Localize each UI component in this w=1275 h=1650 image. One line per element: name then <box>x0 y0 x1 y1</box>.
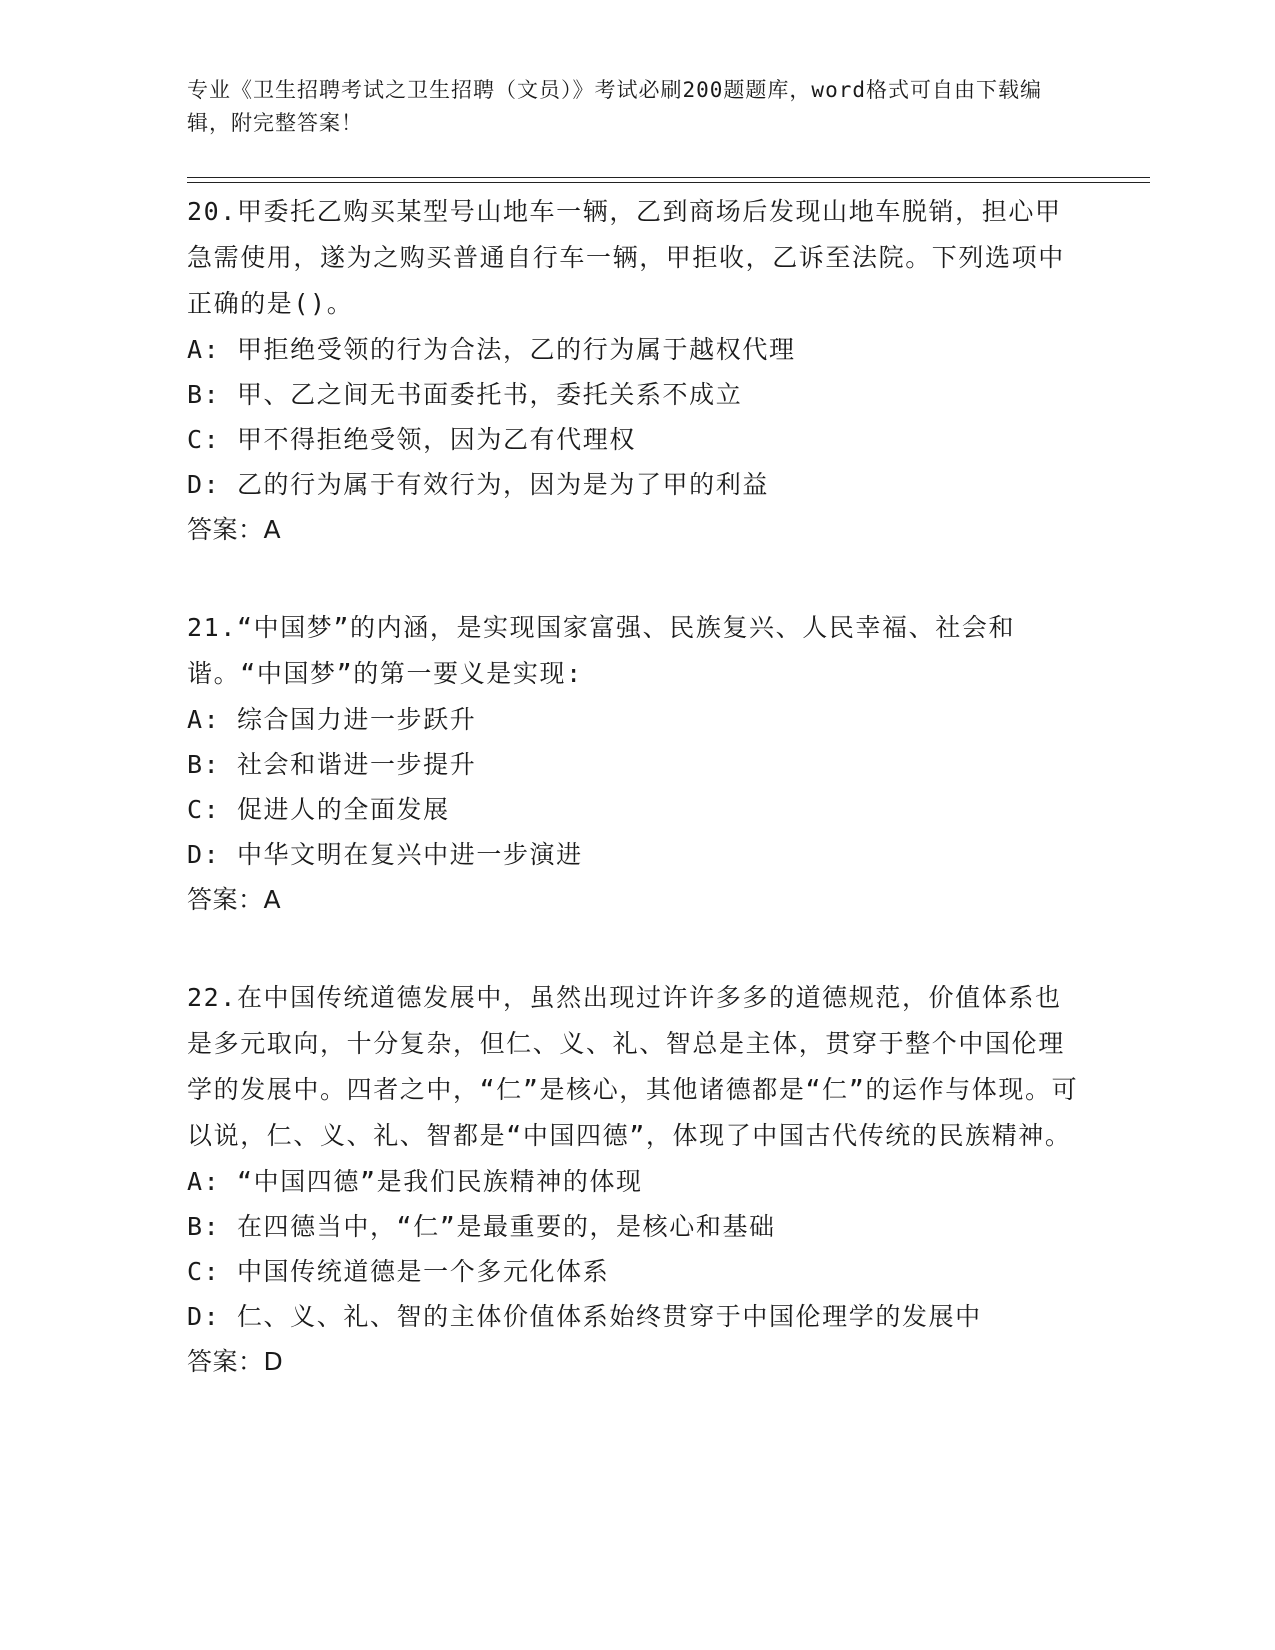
question-stem: 22.在中国传统道德发展中，虽然出现过许许多多的道德规范，价值体系也是多元取向，十分复杂，但仁、义、礼、智总是主体，贯穿于整个中国伦理学的发展中。四者之中，“仁”是核心，其他诸德都是“仁”的运作与体现。可以说，仁、义、礼、智都是“中国四德”，体现了中国古代传统的民族精神。 <box>187 983 1079 1150</box>
option-b: B: 甲、乙之间无书面委托书，委托关系不成立 <box>187 380 743 409</box>
question-stem: 20.甲委托乙购买某型号山地车一辆，乙到商场后发现山地车脱销，担心甲急需使用，遂为之购买普通自行车一辆，甲拒收，乙诉至法院。下列选项中正确的是()。 <box>187 197 1065 318</box>
header-divider-top <box>187 177 1150 178</box>
question-list <box>187 189 1087 1437</box>
option-a: A: 综合国力进一步跃升 <box>187 705 477 734</box>
document-intro: 专业《卫生招聘考试之卫生招聘（文员）》考试必刷200题题库，word格式可自由下载编辑，附完整答案！ <box>187 78 1042 135</box>
question-21 <box>187 605 1087 923</box>
question-stem: 21.“中国梦”的内涵，是实现国家富强、民族复兴、人民幸福、社会和谐。“中国梦”的第一要义是实现: <box>187 613 1016 688</box>
option-d: D: 仁、义、礼、智的主体价值体系始终贯穿于中国伦理学的发展中 <box>187 1302 982 1331</box>
answer-line: 答案：D <box>187 1347 284 1376</box>
option-b: B: 社会和谐进一步提升 <box>187 750 477 779</box>
option-d: D: 乙的行为属于有效行为，因为是为了甲的利益 <box>187 470 769 499</box>
option-a: A: “中国四德”是我们民族精神的体现 <box>187 1167 643 1196</box>
option-d: D: 中华文明在复兴中进一步演进 <box>187 840 583 869</box>
header-divider-bottom <box>187 182 1150 183</box>
option-a: A: 甲拒绝受领的行为合法，乙的行为属于越权代理 <box>187 335 796 364</box>
option-c: C: 促进人的全面发展 <box>187 795 450 824</box>
question-22 <box>187 975 1087 1385</box>
option-b: B: 在四德当中，“仁”是最重要的，是核心和基础 <box>187 1212 776 1241</box>
question-20 <box>187 189 1087 553</box>
answer-line: 答案：A <box>187 515 282 544</box>
option-c: C: 中国传统道德是一个多元化体系 <box>187 1257 610 1286</box>
option-c: C: 甲不得拒绝受领，因为乙有代理权 <box>187 425 636 454</box>
answer-line: 答案：A <box>187 885 282 914</box>
